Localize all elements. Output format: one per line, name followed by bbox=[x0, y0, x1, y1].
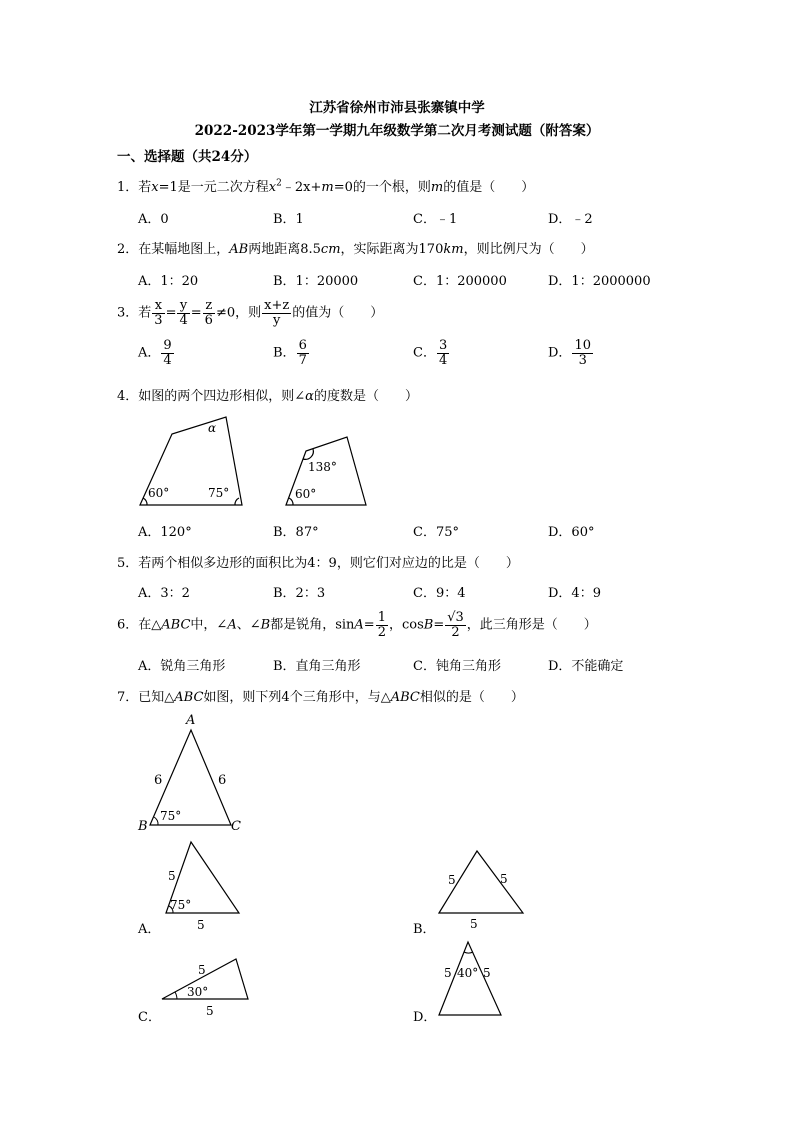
fraction-xz-y: $\frac{x+z}{y}$ bbox=[264, 298, 290, 328]
question-3: 3．若 $\frac{x}{3}$ = $\frac{y}{4}$ = $\frac{z}{6}$ ≠0，则 $\frac{x+z}{y}$ 的值为（ ） bbox=[117, 298, 384, 328]
fraction-z-6: $\frac{z}{6}$ bbox=[204, 298, 213, 328]
fig2-angle-60: 60° bbox=[295, 487, 317, 501]
q7-option-b-label: B． bbox=[413, 922, 436, 937]
doc-title-line1: 江苏省徐州市沛县张寨镇中学 bbox=[309, 100, 485, 116]
optA-base: 5 bbox=[197, 918, 205, 932]
q2-option-c: C．1：200000 bbox=[413, 274, 507, 289]
q6-option-d: D．不能确定 bbox=[548, 659, 624, 674]
fraction-y-4: $\frac{y}{4}$ bbox=[179, 298, 188, 328]
optD-right: 5 bbox=[483, 966, 491, 980]
fig1-angle-60: 60° bbox=[148, 486, 170, 500]
side-ab-label: 6 bbox=[154, 773, 163, 788]
q5-option-d: D．4：9 bbox=[548, 586, 601, 601]
q6-option-c: C．钝角三角形 bbox=[413, 659, 501, 674]
q7-option-d-triangle bbox=[430, 935, 520, 1020]
q2-option-b: B．1：20000 bbox=[273, 274, 359, 289]
q4-option-a: A．120° bbox=[138, 525, 192, 540]
optD-angle: 40° bbox=[457, 966, 479, 980]
optD-left: 5 bbox=[444, 966, 452, 980]
doc-title-line2: 2022-2023学年第一学期九年级数学第二次月考测试题（附答案） bbox=[194, 123, 600, 139]
question-5: 5．若两个相似多边形的面积比为4：9，则它们对应边的比是（ ） bbox=[117, 556, 519, 571]
q3-option-c: C． $\frac{3}{4}$ bbox=[413, 338, 448, 368]
q4-option-d: D．60° bbox=[548, 525, 595, 540]
optC-side: 5 bbox=[198, 963, 206, 977]
fraction-sin: $\frac{1}{2}$ bbox=[377, 610, 386, 640]
q4-option-b: B．87° bbox=[273, 525, 319, 540]
q5-option-c: C．9：4 bbox=[413, 586, 466, 601]
q4-quadrilateral-figures bbox=[130, 405, 390, 510]
q5-option-b: B．2：3 bbox=[273, 586, 326, 601]
fraction-cos: $\frac{√3}{2}$ bbox=[447, 610, 464, 640]
vertex-c: C bbox=[231, 819, 241, 834]
q3-option-d: D． $\frac{10}{3}$ bbox=[548, 338, 591, 368]
q3-option-a: A． $\frac{9}{4}$ bbox=[138, 338, 172, 368]
fraction-x-3: $\frac{x}{3}$ bbox=[154, 298, 163, 328]
q1-option-b: B．1 bbox=[273, 212, 304, 227]
q7-option-c-triangle bbox=[155, 950, 255, 1025]
optA-side: 5 bbox=[168, 869, 176, 883]
optB-right: 5 bbox=[500, 872, 508, 886]
fig1-angle-75: 75° bbox=[208, 486, 230, 500]
side-ac-label: 6 bbox=[218, 773, 227, 788]
question-6: 6．在△ABC中，∠A、∠B都是锐角，sinA= $\frac{1}{2}$ ，cosB= $\frac{√3}{2}$ ，此三角形是（ ） bbox=[117, 610, 597, 640]
q7-option-c-label: C． bbox=[138, 1010, 161, 1025]
q1-option-d: D．﹣2 bbox=[548, 212, 593, 227]
triangle-abc bbox=[130, 710, 260, 835]
question-1: 1．若x=1是一元二次方程$x^2﹣2x+m=0$的一个根，则m的值是（ ） bbox=[117, 178, 535, 195]
q7-option-d-label: D． bbox=[413, 1010, 437, 1025]
q6-option-a: A．锐角三角形 bbox=[138, 659, 226, 674]
question-4: 4．如图的两个四边形相似，则∠α的度数是（ ） bbox=[117, 389, 418, 404]
optC-angle: 30° bbox=[187, 985, 209, 999]
optA-angle: 75° bbox=[170, 898, 192, 912]
q1-option-c: C．﹣1 bbox=[413, 212, 458, 227]
q2-option-a: A．1：20 bbox=[138, 274, 199, 289]
q1-option-a: A．0 bbox=[138, 212, 169, 227]
q3-option-b: B． $\frac{6}{7}$ bbox=[273, 338, 307, 368]
question-2: 2．在某幅地图上，AB两地距离8.5cm，实际距离为170km，则比例尺为（ ） bbox=[117, 242, 594, 257]
q7-option-b-triangle bbox=[430, 845, 530, 935]
q4-option-c: C．75° bbox=[413, 525, 459, 540]
q2-option-d: D．1：2000000 bbox=[548, 274, 651, 289]
q5-option-a: A．3：2 bbox=[138, 586, 190, 601]
optB-left: 5 bbox=[448, 873, 456, 887]
fig2-angle-138: 138° bbox=[308, 460, 337, 474]
optB-base: 5 bbox=[470, 917, 478, 931]
section-heading: 一、选择题（共24分） bbox=[117, 149, 258, 165]
optC-base: 5 bbox=[206, 1004, 214, 1018]
q6-option-b: B．直角三角形 bbox=[273, 659, 361, 674]
q7-option-a-triangle bbox=[160, 835, 250, 935]
angle-b-label: 75° bbox=[160, 809, 182, 823]
vertex-a: A bbox=[186, 713, 196, 728]
question-7: 7．已知△ABC如图，则下列4个三角形中，与△ABC相似的是（ ） bbox=[117, 690, 524, 705]
q7-option-a-label: A． bbox=[138, 922, 161, 937]
fig1-alpha: α bbox=[208, 421, 217, 435]
vertex-b: B bbox=[138, 819, 148, 834]
